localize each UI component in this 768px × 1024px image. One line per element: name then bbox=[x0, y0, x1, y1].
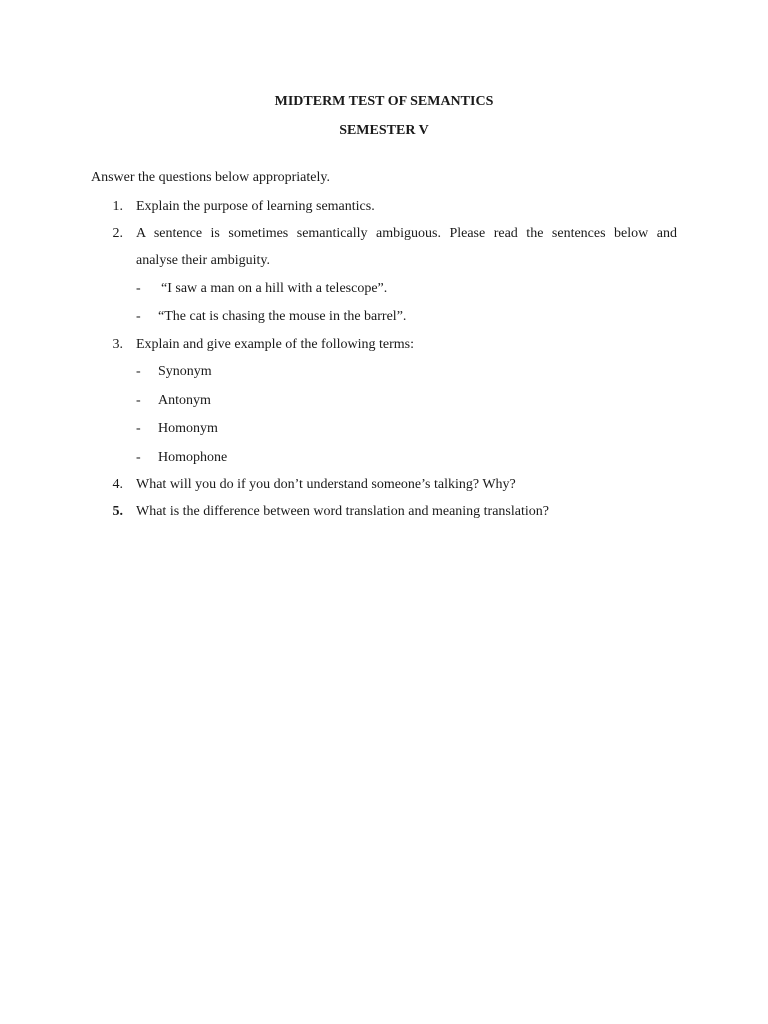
term-item: Synonym bbox=[158, 364, 212, 379]
term-item: Homophone bbox=[158, 450, 228, 465]
question-number: 5. bbox=[112, 504, 123, 519]
question-number: 2. bbox=[112, 226, 123, 241]
question-text: A sentence is sometimes semantically ambiguous. Please read the sentences below and bbox=[136, 226, 677, 241]
question-text: Explain the purpose of learning semantics. bbox=[136, 199, 375, 214]
term-item: Antonym bbox=[158, 393, 211, 408]
question-text: Explain and give example of the following terms: bbox=[136, 337, 414, 352]
term-item: Homonym bbox=[158, 421, 218, 436]
document-subtitle: SEMESTER V bbox=[339, 123, 429, 138]
question-number: 1. bbox=[112, 199, 123, 214]
list-dash: - bbox=[136, 450, 141, 465]
list-dash: - bbox=[136, 393, 141, 408]
question-text: What is the difference between word translation and meaning translation? bbox=[136, 504, 549, 519]
instruction-text: Answer the questions below appropriately. bbox=[91, 170, 330, 185]
question-text-continued: analyse their ambiguity. bbox=[136, 253, 270, 268]
example-sentence: “The cat is chasing the mouse in the barrel”. bbox=[158, 309, 407, 324]
list-dash: - bbox=[136, 364, 141, 379]
document-title: MIDTERM TEST OF SEMANTICS bbox=[274, 94, 494, 109]
example-sentence: “I saw a man on a hill with a telescope”. bbox=[161, 281, 388, 296]
question-number: 4. bbox=[112, 477, 123, 492]
list-dash: - bbox=[136, 281, 141, 296]
question-number: 3. bbox=[112, 337, 123, 352]
question-text: What will you do if you don’t understand someone’s talking? Why? bbox=[136, 477, 516, 492]
list-dash: - bbox=[136, 421, 141, 436]
list-dash: - bbox=[136, 309, 141, 324]
